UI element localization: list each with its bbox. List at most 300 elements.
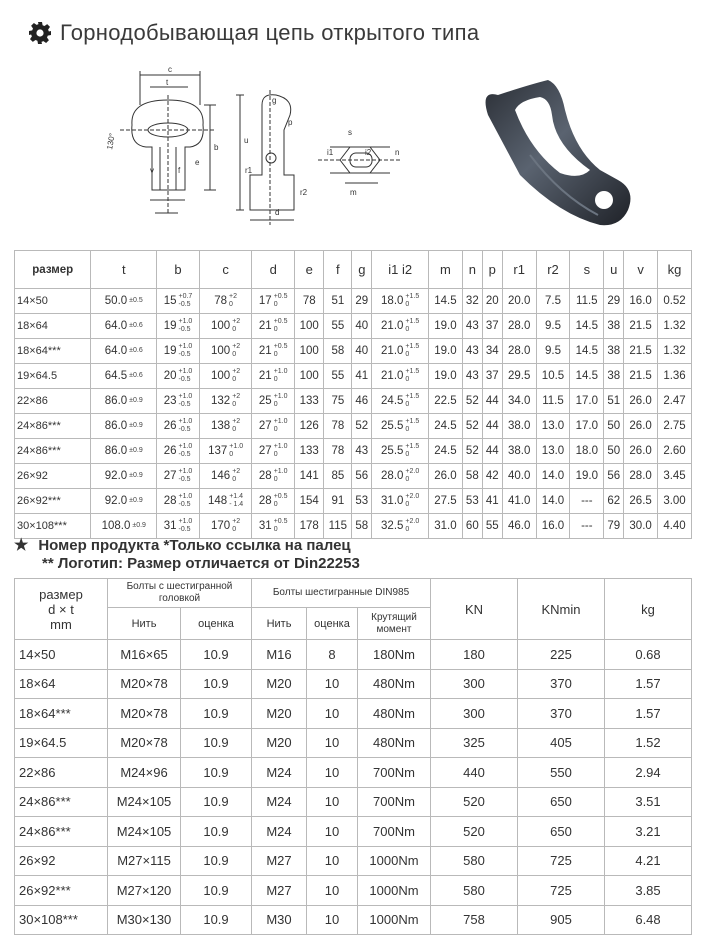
value-s: 17.0	[575, 394, 599, 407]
row-size: 14×50	[17, 295, 48, 308]
tolerance: ±0.6	[129, 347, 143, 355]
tolerance: +1.0 0	[273, 443, 288, 458]
drawing-labels	[105, 65, 399, 217]
header-kg: kg	[658, 251, 692, 289]
dimensions-row	[15, 289, 692, 314]
value-v: 26.0	[629, 394, 652, 407]
bolt-kn: 440	[431, 758, 518, 788]
tolerance: +1.5 0	[405, 443, 420, 458]
tolerance: +1.0 -0.5	[178, 318, 193, 333]
tolerance: +0.5 0	[273, 493, 288, 508]
value-i: 31.0	[381, 495, 404, 507]
tolerance: +2 0	[232, 418, 241, 433]
bolt-kg: 6.48	[605, 905, 692, 935]
tolerance: +1.0 -0.5	[178, 468, 193, 483]
header-grade2: оценка	[307, 608, 358, 640]
tolerance: +1.5 0	[405, 368, 420, 383]
bolt-bolt: M24×105	[108, 817, 181, 847]
bolt-kg: 1.52	[605, 728, 692, 758]
bolts-row	[15, 817, 692, 847]
bolt-bolt: M16×65	[108, 640, 181, 670]
header-f: f	[324, 251, 352, 289]
label-t: t	[166, 78, 169, 87]
bolt-kn: 758	[431, 905, 518, 935]
tolerance: +1.5 0	[405, 293, 420, 308]
row-size: 24×86***	[17, 420, 61, 433]
bolt-kg: 3.51	[605, 787, 692, 817]
tolerance: +1.5 0	[405, 393, 420, 408]
tolerance: ±0.9	[129, 447, 143, 455]
label-g: g	[272, 96, 277, 105]
value-m: 19.0	[434, 369, 457, 382]
value-b: 31	[163, 520, 177, 532]
bolt-ngrade: 10	[307, 817, 358, 847]
bolt-kg: 3.21	[605, 817, 692, 847]
note-line-1: Номер продукта *Только ссылка на палец	[38, 537, 351, 554]
header-size: размер	[15, 251, 91, 289]
value-e: 178	[299, 519, 319, 532]
row-size: 26×92***	[17, 495, 61, 508]
value-p: 20	[485, 294, 499, 307]
tolerance: +1.0 0	[273, 418, 288, 433]
tolerance: ±0.6	[129, 322, 143, 330]
value-r1: 40.0	[507, 469, 531, 482]
note-line-2: ** Логотип: Размер отличается от Din22253	[42, 555, 360, 572]
bolt-kg: 0.68	[605, 640, 692, 670]
tolerance: ±0.9	[132, 522, 146, 530]
bolts-row	[15, 758, 692, 788]
bolt-ngrade: 10	[307, 846, 358, 876]
header-thread2: Нить	[252, 608, 307, 640]
bolt-torque: 1000Nm	[358, 876, 431, 906]
value-b: 19	[163, 345, 177, 357]
value-m: 14.5	[434, 294, 457, 307]
bolt-knmin: 405	[518, 728, 605, 758]
value-g: 46	[355, 394, 369, 407]
value-p: 44	[485, 444, 499, 457]
bolt-knmin: 225	[518, 640, 605, 670]
bolt-grade: 10.9	[181, 728, 252, 758]
bolts-row	[15, 640, 692, 670]
value-p: 41	[485, 494, 499, 507]
bolt-torque: 180Nm	[358, 640, 431, 670]
value-v: 21.5	[629, 344, 652, 357]
value-v: 21.5	[629, 369, 652, 382]
dimensions-row	[15, 489, 692, 514]
bolt-knmin: 370	[518, 699, 605, 729]
value-i: 21.0	[381, 345, 404, 357]
value-n: 43	[465, 369, 479, 382]
value-kg: 0.52	[663, 294, 686, 307]
bolt-kn: 520	[431, 787, 518, 817]
value-u: 29	[607, 294, 621, 307]
value-c: 146	[211, 470, 231, 482]
value-r1: 28.0	[507, 344, 531, 357]
row-size: 24×86***	[17, 445, 61, 458]
value-t: 86.0	[104, 394, 128, 407]
value-d: 25	[258, 395, 272, 407]
bolt-knmin: 550	[518, 758, 605, 788]
tolerance: +1.5 0	[405, 318, 420, 333]
value-p: 34	[485, 344, 499, 357]
bolt-ngrade: 10	[307, 758, 358, 788]
bolts-row	[15, 846, 692, 876]
value-n: 43	[465, 344, 479, 357]
header-hex-head-bolts: Болты с шестигранной головкой	[108, 579, 252, 608]
value-u: 38	[607, 344, 621, 357]
bolt-torque: 700Nm	[358, 787, 431, 817]
tolerance: +0.5 0	[273, 293, 288, 308]
value-f: 75	[331, 394, 345, 407]
bolt-nut: M16	[252, 640, 307, 670]
value-n: 32	[465, 294, 479, 307]
tolerance: +1.0 -0.5	[178, 343, 193, 358]
header-r2: r2	[536, 251, 570, 289]
label-s: s	[348, 128, 352, 137]
tolerance: +2.0 0	[405, 518, 420, 533]
tolerance: +1.4 - 1.4	[229, 493, 244, 508]
header-c: c	[199, 251, 251, 289]
bolt-size: 30×108***	[15, 905, 108, 935]
label-i1: i1	[327, 148, 334, 157]
star-icon: ★	[14, 537, 29, 554]
value-v: 21.5	[629, 319, 652, 332]
value-s: 17.0	[575, 419, 599, 432]
value-g: 29	[355, 294, 369, 307]
header-thread: Нить	[108, 608, 181, 640]
value-i: 28.0	[381, 470, 404, 482]
tolerance: ±0.9	[129, 397, 143, 405]
header-kn: KN	[431, 579, 518, 640]
bolt-nut: M24	[252, 758, 307, 788]
label-angle: 130°	[105, 132, 117, 151]
value-b: 19	[163, 320, 177, 332]
bolts-row	[15, 787, 692, 817]
header-size-text: размер	[39, 586, 83, 602]
bolt-knmin: 650	[518, 787, 605, 817]
value-s: 18.0	[575, 444, 599, 457]
dimensions-row	[15, 339, 692, 364]
header-mm-text: mm	[50, 616, 72, 632]
value-i: 21.0	[381, 370, 404, 382]
header-i: i1 i2	[372, 251, 429, 289]
bolt-bolt: M27×115	[108, 846, 181, 876]
value-g: 41	[355, 369, 369, 382]
bolt-kg: 1.57	[605, 669, 692, 699]
tolerance: +0.5 0	[273, 518, 288, 533]
label-e: e	[195, 158, 200, 167]
value-p: 44	[485, 419, 499, 432]
value-c: 132	[211, 395, 231, 407]
bolt-ngrade: 10	[307, 669, 358, 699]
bolts-row	[15, 699, 692, 729]
bolt-grade: 10.9	[181, 758, 252, 788]
row-size: 18×64	[17, 320, 48, 333]
value-r1: 29.5	[507, 369, 531, 382]
value-d: 17	[258, 295, 272, 307]
bolt-bolt: M20×78	[108, 728, 181, 758]
bolt-nut: M20	[252, 728, 307, 758]
bolt-grade: 10.9	[181, 669, 252, 699]
value-kg: 4.40	[663, 519, 686, 532]
header-n: n	[462, 251, 482, 289]
header-size-mm	[15, 579, 108, 640]
bolt-bolt: M30×130	[108, 905, 181, 935]
header-p: p	[482, 251, 502, 289]
tolerance: ±0.6	[129, 372, 143, 380]
value-i: 18.0	[381, 295, 404, 307]
bolt-knmin: 725	[518, 876, 605, 906]
row-size: 18×64***	[17, 345, 61, 358]
value-c: 148	[208, 495, 228, 507]
bolt-ngrade: 8	[307, 640, 358, 670]
value-f: 58	[331, 344, 345, 357]
row-size: 26×92	[17, 470, 48, 483]
value-b: 23	[163, 395, 177, 407]
tolerance: +2 0	[232, 518, 241, 533]
technical-drawings	[0, 55, 707, 240]
value-u: 50	[607, 419, 621, 432]
bolt-size: 18×64	[15, 669, 108, 699]
bolt-kg: 4.21	[605, 846, 692, 876]
value-b: 27	[163, 470, 177, 482]
value-f: 51	[331, 294, 345, 307]
tolerance: +2 0	[232, 393, 241, 408]
header-knmin: KNmin	[518, 579, 605, 640]
header-v: v	[624, 251, 658, 289]
value-i: 32.5	[381, 520, 404, 532]
value-b: 26	[163, 445, 177, 457]
value-g: 56	[355, 469, 369, 482]
header-r1: r1	[502, 251, 536, 289]
value-g: 40	[355, 344, 369, 357]
value-e: 154	[299, 494, 319, 507]
value-e: 78	[302, 294, 316, 307]
value-t: 92.0	[104, 469, 128, 482]
value-c: 170	[211, 520, 231, 532]
value-m: 31.0	[434, 519, 457, 532]
value-d: 21	[258, 345, 272, 357]
bolt-kn: 325	[431, 728, 518, 758]
value-n: 53	[465, 494, 479, 507]
value-kg: 1.36	[663, 369, 686, 382]
header-s: s	[570, 251, 604, 289]
value-kg: 3.00	[663, 494, 686, 507]
value-u: 38	[607, 369, 621, 382]
header-u: u	[604, 251, 624, 289]
value-c: 137	[208, 445, 228, 457]
bolt-torque: 480Nm	[358, 669, 431, 699]
bolt-kn: 300	[431, 699, 518, 729]
value-m: 19.0	[434, 344, 457, 357]
bolt-size: 22×86	[15, 758, 108, 788]
bolt-knmin: 725	[518, 846, 605, 876]
bolt-nut: M24	[252, 817, 307, 847]
value-n: 58	[465, 469, 479, 482]
bolt-kn: 580	[431, 846, 518, 876]
dimensions-row	[15, 364, 692, 389]
value-s: 19.0	[575, 469, 599, 482]
bolt-bolt: M27×120	[108, 876, 181, 906]
value-s: 14.5	[575, 344, 599, 357]
value-r1: 34.0	[507, 394, 531, 407]
value-u: 79	[607, 519, 621, 532]
value-r1: 38.0	[507, 419, 531, 432]
value-s: 11.5	[576, 294, 598, 307]
header-kg2: kg	[605, 579, 692, 640]
value-g: 53	[355, 494, 369, 507]
bolt-torque: 700Nm	[358, 758, 431, 788]
header-torque: Крутящий момент	[358, 608, 431, 640]
bolts-row	[15, 905, 692, 935]
tolerance: +1.0 -0.5	[178, 393, 193, 408]
header-hex-nuts: Болты шестигранные DIN985	[252, 579, 431, 608]
dimensions-table	[14, 250, 692, 539]
bolt-nut: M20	[252, 699, 307, 729]
front-view-drawing	[120, 71, 216, 215]
bolt-size: 14×50	[15, 640, 108, 670]
bolt-ngrade: 10	[307, 728, 358, 758]
tolerance: +1.0 -0.5	[178, 443, 193, 458]
title-row	[28, 18, 479, 48]
value-r2: 10.5	[541, 369, 565, 382]
row-size: 19×64.5	[17, 370, 58, 383]
value-kg: 1.32	[663, 344, 686, 357]
value-c: 100	[211, 370, 231, 382]
value-f: 55	[331, 319, 345, 332]
value-r2: 9.5	[544, 319, 561, 332]
value-r1: 38.0	[507, 444, 531, 457]
bolt-bolt: M20×78	[108, 699, 181, 729]
header-grade: оценка	[181, 608, 252, 640]
value-i: 24.5	[381, 395, 404, 407]
tolerance: +2 0	[232, 343, 241, 358]
value-v: 16.0	[629, 294, 652, 307]
bolt-torque: 1000Nm	[358, 905, 431, 935]
value-s: ---	[581, 494, 593, 507]
value-r2: 7.5	[544, 294, 561, 307]
bolt-nut: M30	[252, 905, 307, 935]
tolerance: ±0.9	[129, 472, 143, 480]
bolt-grade: 10.9	[181, 699, 252, 729]
dimensions-row	[15, 439, 692, 464]
value-d: 21	[258, 370, 272, 382]
value-r2: 14.0	[541, 494, 565, 507]
label-b: b	[214, 143, 219, 152]
header-dxt-text: d × t	[48, 601, 74, 617]
tolerance: +1.0 -0.5	[178, 518, 193, 533]
value-g: 58	[355, 519, 369, 532]
value-r2: 11.5	[542, 394, 564, 407]
bolt-torque: 480Nm	[358, 728, 431, 758]
bolt-knmin: 370	[518, 669, 605, 699]
value-c: 138	[211, 420, 231, 432]
label-c: c	[168, 65, 172, 74]
label-p: p	[288, 118, 293, 127]
bolt-ngrade: 10	[307, 876, 358, 906]
value-c: 100	[211, 345, 231, 357]
product-notes	[14, 537, 360, 573]
header-g: g	[352, 251, 372, 289]
value-m: 26.0	[434, 469, 457, 482]
value-v: 26.5	[629, 494, 652, 507]
bolt-kn: 180	[431, 640, 518, 670]
bolt-size: 19×64.5	[15, 728, 108, 758]
value-t: 64.5	[104, 369, 128, 382]
label-f: f	[178, 166, 181, 175]
tolerance: +0.5 0	[273, 318, 288, 333]
bolt-grade: 10.9	[181, 876, 252, 906]
value-u: 38	[607, 319, 621, 332]
value-n: 43	[465, 319, 479, 332]
value-n: 60	[465, 519, 479, 532]
value-m: 27.5	[434, 494, 457, 507]
tolerance: +1.0 -0.5	[178, 493, 193, 508]
bolt-grade: 10.9	[181, 846, 252, 876]
header-d: d	[252, 251, 295, 289]
value-v: 30.0	[629, 519, 652, 532]
value-f: 78	[331, 419, 345, 432]
value-t: 64.0	[104, 344, 128, 357]
label-r1: r1	[245, 166, 253, 175]
bolts-row	[15, 669, 692, 699]
bolt-ngrade: 10	[307, 787, 358, 817]
bolt-bolt: M20×78	[108, 669, 181, 699]
bolt-size: 26×92***	[15, 876, 108, 906]
value-b: 26	[163, 420, 177, 432]
value-p: 55	[485, 519, 499, 532]
value-d: 28	[258, 470, 272, 482]
tolerance: +2.0 0	[405, 493, 420, 508]
bolt-grade: 10.9	[181, 905, 252, 935]
bolt-torque: 700Nm	[358, 817, 431, 847]
tolerance: +1.0 0	[273, 393, 288, 408]
row-size: 30×108***	[17, 520, 67, 533]
bolt-size: 26×92	[15, 846, 108, 876]
tolerance: ±0.5	[129, 297, 143, 305]
value-r2: 16.0	[541, 519, 565, 532]
value-d: 28	[258, 495, 272, 507]
page-title: Горнодобывающая цепь открытого типа	[60, 20, 480, 45]
label-i2: i2	[365, 148, 372, 157]
tolerance: +1.0 0	[273, 368, 288, 383]
value-c: 100	[211, 320, 231, 332]
side-view-drawing	[236, 90, 294, 225]
tolerance: ±0.9	[129, 497, 143, 505]
value-t: 92.0	[104, 494, 128, 507]
value-i: 25.5	[381, 445, 404, 457]
tolerance: +1.0 -0.5	[178, 368, 193, 383]
tolerance: +2 0	[229, 293, 237, 308]
dimensions-row	[15, 389, 692, 414]
value-kg: 3.45	[663, 469, 686, 482]
bolt-size: 24×86***	[15, 817, 108, 847]
value-r2: 9.5	[544, 344, 561, 357]
value-m: 24.5	[434, 444, 457, 457]
value-f: 55	[331, 369, 345, 382]
value-s: 14.5	[575, 369, 599, 382]
value-p: 37	[485, 319, 499, 332]
bolt-nut: M24	[252, 787, 307, 817]
value-kg: 1.32	[663, 319, 686, 332]
bolt-torque: 480Nm	[358, 699, 431, 729]
bolt-kg: 3.85	[605, 876, 692, 906]
value-v: 26.0	[629, 419, 652, 432]
label-v: v	[150, 166, 154, 175]
tolerance: +2 0	[232, 368, 241, 383]
label-u: u	[244, 136, 249, 145]
value-g: 52	[355, 419, 369, 432]
